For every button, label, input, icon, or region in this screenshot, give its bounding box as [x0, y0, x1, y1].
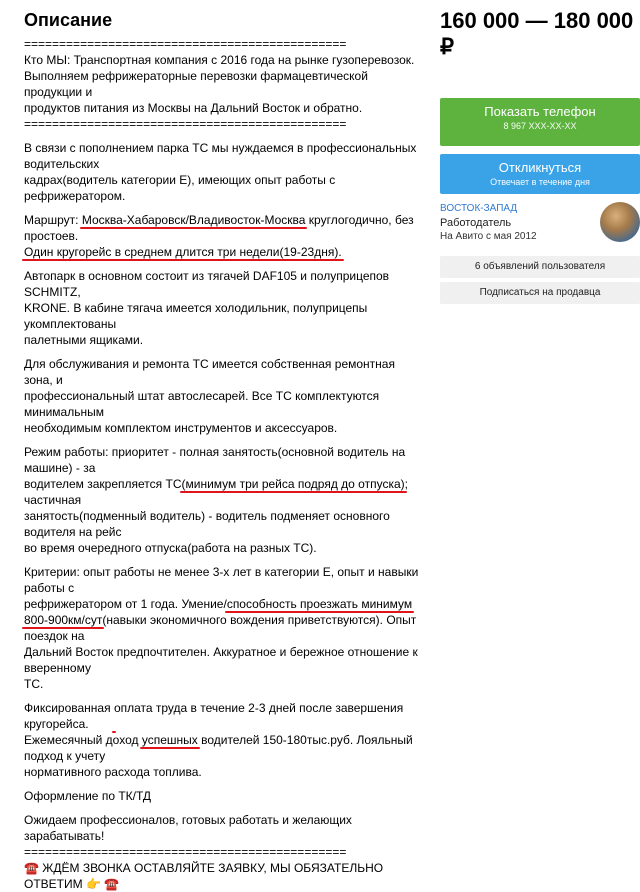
separator: ============================================== [24, 117, 347, 131]
desc-line: кадрах(водитель категории Е), имеющих опыт работы с рефрижератором. [24, 173, 336, 203]
price: 160 000 — 180 000 [440, 8, 634, 33]
desc-line: профессиональный штат автослесарей. Все ТС комплектуются минимальным [24, 389, 380, 419]
separator: ============================================== [24, 845, 347, 859]
route-highlight: Москва-Хабаровск/Владивосток-Москва [81, 213, 306, 227]
desc-line: Автопарк в основном состоит из тягачей DAF105 и полуприцепов SCHMITZ, [24, 269, 390, 299]
pay-text: Ежемесячный доход [24, 733, 142, 747]
crit-text: рефрижератором от 1 года. Умение/ [24, 597, 227, 611]
show-phone-label: Показать телефон [484, 104, 596, 119]
pay-highlight: оплата труда в течение 2-3 дней после завершения кругорейса. [24, 701, 404, 731]
desc-line: палетными ящиками. [24, 333, 144, 347]
desc-line: Кто МЫ: Транспортная компания с 2016 года на рынке гузоперевозок. [24, 53, 415, 67]
desc-line: Режим работы: приоритет - полная занятость(основной водитель на машине) - за [24, 445, 406, 475]
desc-line [24, 612, 422, 644]
route-label: Маршрут: [24, 213, 82, 227]
mode-text: ; частичная [24, 477, 408, 507]
show-phone-button[interactable] [440, 98, 640, 146]
desc-line [24, 476, 422, 508]
desc-line: необходимым комплектом инструментов и аксессуаров. [24, 421, 338, 435]
user-ads-button[interactable]: 6 объявлений пользователя [440, 256, 640, 278]
subscribe-button[interactable]: Подписаться на продавца [440, 282, 640, 304]
avatar[interactable] [600, 202, 640, 242]
separator: ============================================== [24, 37, 347, 51]
desc-line: Критерии: опыт работы не менее 3-х лет в категории Е, опыт и навыки работы с [24, 565, 419, 595]
pay-highlight: успешных [141, 733, 198, 747]
page-title: Описание [24, 10, 113, 30]
seller-name-link[interactable]: ВОСТОК-ЗАПАД [440, 203, 518, 214]
desc-line: продуктов питания из Москвы на Дальний Восток и обратно. [24, 101, 363, 115]
seller-role: Работодатель [440, 217, 512, 229]
desc-line [24, 700, 422, 732]
reply-button[interactable] [440, 154, 640, 194]
route-line [24, 212, 422, 244]
pay-text: Фиксированная [24, 701, 114, 715]
route-text: круглогодично, без простоев. [24, 213, 414, 243]
phone-number: 8 967 XXX-XX-XX [503, 121, 577, 131]
seller-card [440, 202, 640, 252]
mode-text: водителем закрепляется ТС [24, 477, 182, 491]
trip-duration-highlight: Один кругорейс в среднем длится три недели(19-23дня). [24, 245, 342, 259]
pay-text: водителей 150-180тыс.руб. Лояльный подход к учету [24, 733, 413, 763]
desc-line [24, 732, 422, 764]
desc-line: ТС. [24, 677, 44, 691]
desc-line: занятость(подменный водитель) - водитель подменяет основного водителя на рейс [24, 509, 390, 539]
route-line [24, 244, 422, 260]
crit-text: (навыки экономичного вождения приветствуются). Опыт поездок на [24, 613, 417, 643]
sidebar [440, 8, 640, 298]
desc-line: Ожидаем профессионалов, готовых работать и желающих зарабатывать! [24, 813, 352, 843]
desc-line: во время очередного отпуска(работа на разных ТС). [24, 541, 317, 555]
description-section [24, 8, 422, 892]
desc-line: В связи с пополнением парка ТС мы нуждаемся в профессиональных водительских [24, 141, 417, 171]
desc-line: Выполняем рефрижераторные перевозки фармацевтической продукции и [24, 69, 368, 99]
call-line: ☎️ ЖДЁМ ЗВОНКА ОСТАВЛЯЙТЕ ЗАЯВКУ, МЫ ОБЯЗАТЕЛЬНО ОТВЕТИМ 👉 ☎️ [24, 861, 384, 891]
crit-highlight: 800-900км/сут [24, 613, 103, 627]
desc-line: Оформление по ТК/ТД [24, 789, 152, 803]
desc-line: KRONE. В кабине тягача имеется холодильник, полуприцепы укомплектованы [24, 301, 368, 331]
desc-line: Для обслуживания и ремонта ТС имеется собственная ремонтная зона, и [24, 357, 395, 387]
reply-sub: Отвечает в течение дня [490, 177, 590, 187]
seller-since: На Авито с мая 2012 [440, 231, 537, 242]
mode-highlight: (минимум три рейса подряд до отпуска) [181, 477, 405, 491]
desc-line: Дальний Восток предпочтителен. Аккуратное и бережное отношение к вверенному [24, 645, 418, 675]
description-text [24, 36, 422, 892]
currency: ₽ [440, 34, 454, 59]
desc-line: нормативного расхода топлива. [24, 765, 202, 779]
reply-label: Откликнуться [498, 160, 582, 175]
desc-line [24, 596, 422, 612]
crit-highlight: способность проезжать минимум [226, 597, 413, 611]
